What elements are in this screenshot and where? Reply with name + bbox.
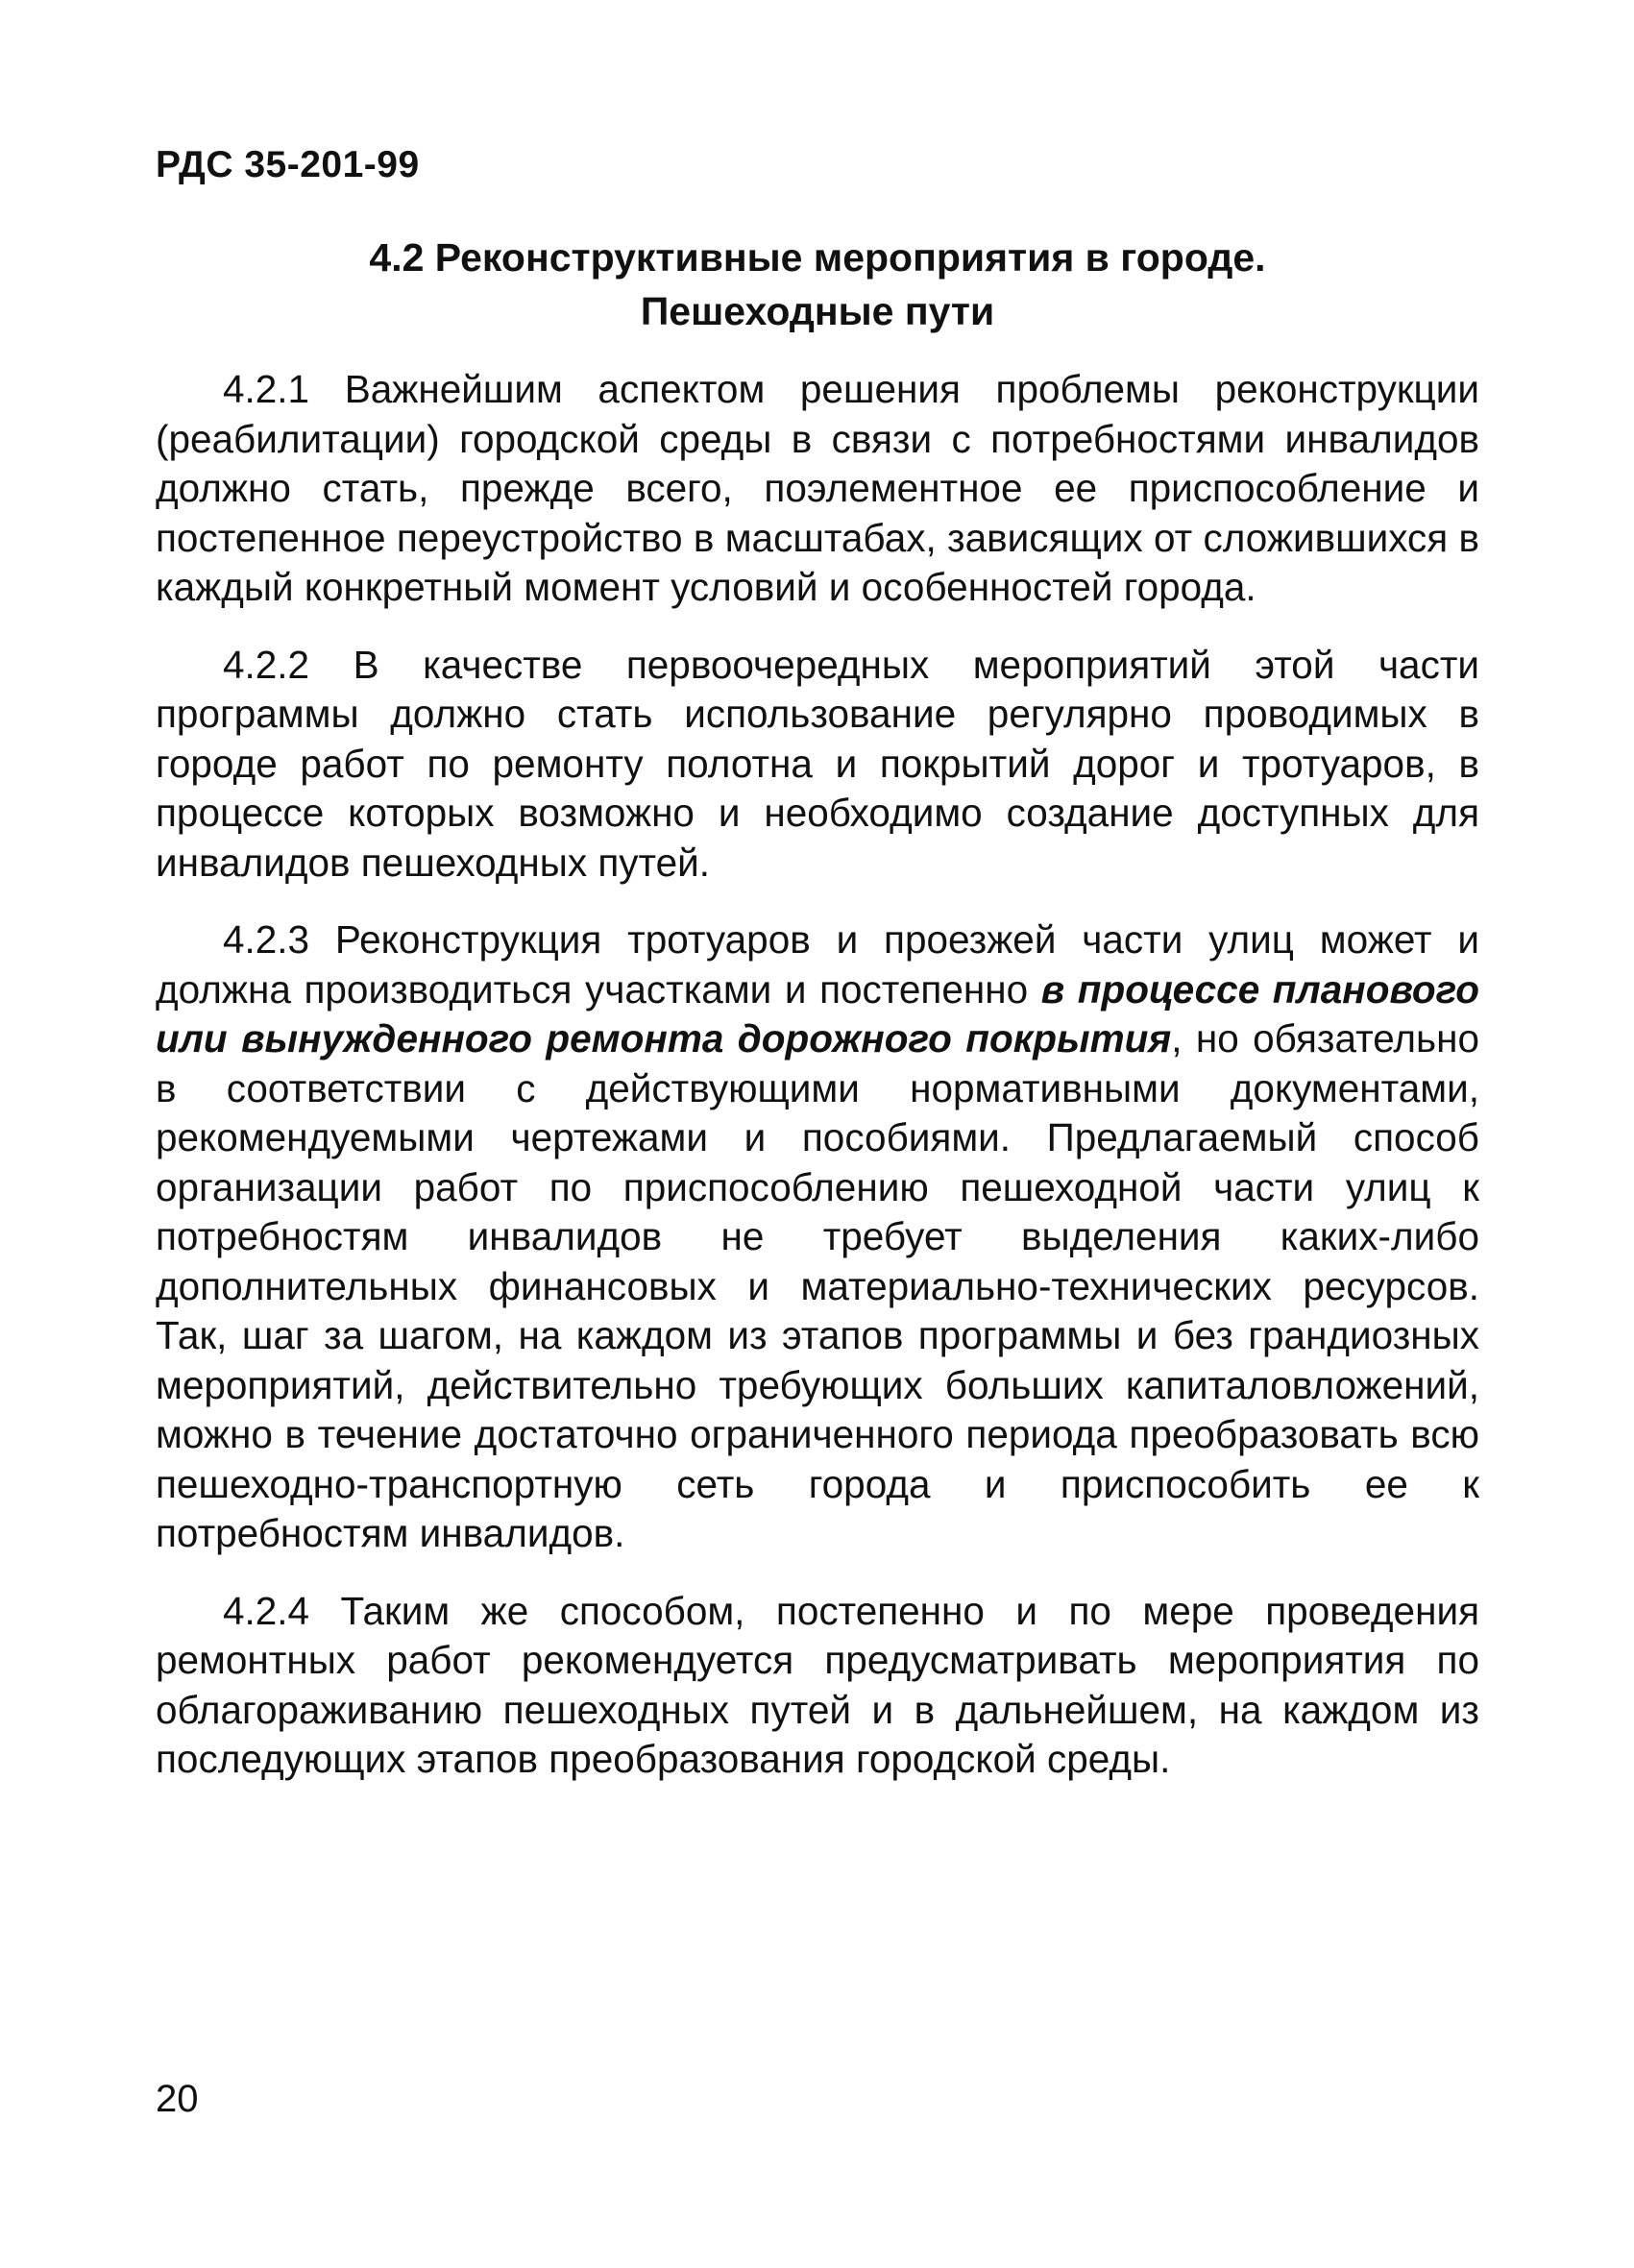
page-number: 20 xyxy=(156,2078,199,2120)
paragraph-4-2-3-end: , но обязательно в соответствии с действующими нормативными документами, рекомендуемыми чертежами и пособиями. Предлагаемый способ организации работ по приспособлению пешеходной части улиц к потребностям инвалидов не требует выделения каких-либо дополнительных финансовых и материально-технических ресурсов. Так, шаг за шагом, на каждом из этапов программы и без грандиозных мероприятий, действительно требующих больших капиталовложений, можно в течение достаточно ограниченного периода преобразовать всю пешеходно-транспортную сеть города и приспособить ее к потребностям инвалидов. xyxy=(156,1016,1479,1555)
paragraph-4-2-4: 4.2.4 Таким же способом, постепенно и по мере проведения ремонтных работ рекомендуется предусматривать мероприятия по облагораживанию пешеходных путей и в дальнейшем, на каждом из последующих этапов преобразования городской среды. xyxy=(156,1588,1479,1781)
paragraph-4-2-3-start: 4.2.3 Реконструкция тротуаров и проезжей части улиц может и должна производиться участками и постепенно xyxy=(156,917,1479,1012)
body-text xyxy=(156,365,1479,1813)
paragraph-4-2-3-emphasis: в процессе планового или вынужденного ремонта дорожного покрытия xyxy=(156,966,1480,1061)
section-heading-line-2: Пешеходные пути xyxy=(640,289,995,333)
document-code: РДС 35-201-99 xyxy=(156,144,420,185)
section-heading xyxy=(156,231,1479,338)
paragraph-4-2-1: 4.2.1 Важнейшим аспектом решения проблемы реконструкции (реабилитации) городской среды в связи с потребностями инвалидов должно стать, прежде всего, поэлементное ее приспособление и постепенное переустройство в масштабах, зависящих от сложившихся в каждый конкретный момент условий и особенностей города. xyxy=(156,367,1479,609)
paragraph-4-2-2: 4.2.2 В качестве первоочередных мероприятий этой части программы должно стать использование регулярно проводимых в городе работ по ремонту полотна и покрытий дорог и тротуаров, в процессе которых возможно и необходимо создание доступных для инвалидов пешеходных путей. xyxy=(156,642,1479,885)
section-heading-line-1: 4.2 Реконструктивные мероприятия в городе. xyxy=(369,235,1266,280)
paragraph-4-2-3 xyxy=(156,915,1479,1559)
